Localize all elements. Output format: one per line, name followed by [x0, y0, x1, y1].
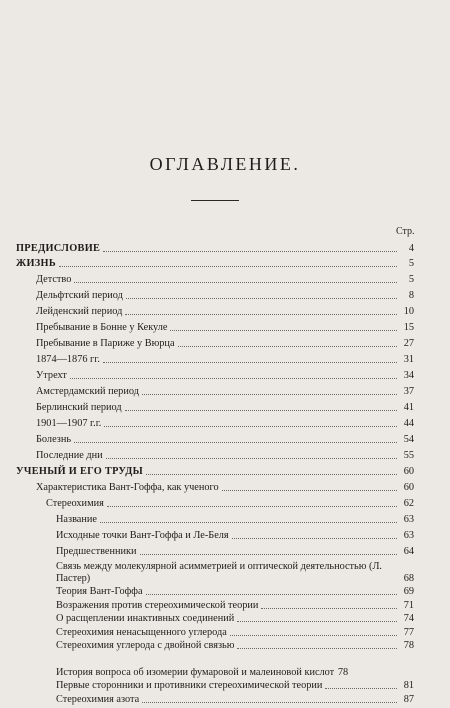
toc-entry	[36, 289, 414, 302]
leader-dots	[237, 647, 397, 649]
toc-entry-page: 60	[403, 466, 414, 477]
toc-entry	[56, 529, 414, 542]
toc-entry-title: 1901—1907 г.г.	[36, 418, 102, 429]
leader-dots	[74, 281, 397, 283]
toc-entry	[36, 385, 414, 398]
leader-dots	[261, 607, 397, 609]
toc-entry-title: Возражения против стереохимической теории	[56, 599, 259, 611]
leader-dots	[222, 489, 397, 491]
toc-entry-page: 15	[403, 322, 414, 333]
leader-dots	[103, 250, 397, 252]
toc-entry-title: О расщеплении инактивных соединений	[56, 613, 235, 625]
toc-entry-page: 64	[403, 546, 414, 557]
toc-entry-title: Пребывание в Бонне у Кекуле	[36, 322, 168, 333]
toc-entry	[56, 679, 414, 692]
leader-dots	[106, 457, 397, 459]
toc-entry-title: Последние дни	[36, 450, 103, 461]
toc-entry-title: ПРЕДИСЛОВИЕ	[16, 243, 101, 254]
toc-entry	[16, 257, 414, 270]
toc-entry-title: Теория Вант-Гоффа	[56, 586, 143, 597]
toc-entry	[36, 353, 414, 366]
toc-entry	[36, 449, 414, 462]
toc-entry	[56, 585, 414, 598]
toc-entry-title: Предшественники	[56, 546, 137, 557]
toc-entry-page: 27	[403, 338, 414, 349]
toc-entry	[36, 401, 414, 414]
toc-entry-page: 87	[403, 693, 414, 705]
toc-entry-page: 81	[403, 680, 414, 691]
toc-entry	[56, 513, 414, 526]
toc-entry-page: 63	[403, 514, 414, 525]
toc-entry-title: Дельфтский период	[36, 290, 123, 301]
leader-dots	[125, 313, 397, 315]
toc-entry-title: Болезнь	[36, 434, 72, 445]
leader-dots	[142, 393, 397, 395]
leader-dots	[142, 701, 397, 703]
toc-entry-title: Берлинский период	[36, 402, 122, 413]
toc-entry-page: 74	[403, 613, 414, 625]
toc-entry-page: 77	[403, 626, 414, 638]
leader-dots	[104, 425, 397, 427]
leader-dots	[70, 377, 397, 379]
toc-entry-page: 34	[403, 370, 414, 381]
toc-entry-title: 1874—1876 гг.	[36, 354, 100, 365]
leader-dots	[125, 409, 397, 411]
leader-dots	[178, 345, 397, 347]
leader-dots	[107, 505, 397, 507]
leader-dots	[170, 329, 397, 331]
toc-entry-page: 37	[403, 386, 414, 397]
toc-entry	[36, 369, 414, 382]
page-title: ОГЛАВЛЕНИЕ.	[149, 154, 301, 174]
leader-dots	[74, 441, 397, 443]
toc-entry-title: Первые сторонники и противники стереохимической теории	[56, 680, 323, 691]
toc-entry	[36, 305, 414, 318]
toc-entry-title: История вопроса об изомерии фумаровой и малеиновой кислот	[56, 667, 335, 678]
toc-entry-page: 78	[337, 667, 349, 678]
toc-entry-page: 8	[408, 290, 414, 301]
toc-entry-title: Пребывание в Париже у Вюрца	[36, 338, 175, 349]
toc-entry-page: 62	[403, 498, 414, 509]
leader-dots	[146, 473, 397, 475]
leader-dots	[100, 521, 397, 523]
toc-entry-page: 5	[408, 258, 414, 269]
leader-dots	[325, 687, 397, 689]
toc-entry	[36, 273, 414, 286]
leader-dots	[230, 634, 397, 636]
toc-entry-page: 63	[403, 530, 414, 541]
toc-entry-page: 68	[403, 573, 414, 584]
toc-entry	[36, 433, 414, 446]
page-column-label: Стр.	[396, 226, 415, 237]
toc-entry	[56, 639, 414, 652]
toc-entry-title: Название	[56, 514, 97, 525]
toc-entry-title: Стереохимия углерода с двойной связью	[56, 640, 235, 652]
toc-entry-page: 41	[403, 402, 414, 413]
toc-entry-title: УЧЕНЫЙ И ЕГО ТРУДЫ	[16, 466, 144, 477]
toc-entry-title: Лейденский период	[36, 306, 123, 317]
toc-entry	[56, 693, 414, 706]
leader-dots	[146, 593, 397, 595]
toc-entry-page: 71	[403, 599, 414, 611]
toc-entry-page: 31	[403, 354, 414, 365]
toc-entry	[56, 612, 414, 625]
toc-entry-page: 10	[403, 306, 414, 317]
toc-entry-title: Утрехт	[36, 370, 67, 381]
leader-dots	[103, 361, 397, 363]
leader-dots	[237, 620, 397, 622]
toc-entry-title: Стереохимия	[46, 498, 104, 509]
toc-entry-title: Детство	[36, 274, 72, 285]
toc-entry-title: Характеристика Вант-Гоффа, как ученого	[36, 482, 219, 493]
toc-entry	[56, 545, 414, 558]
leader-dots	[126, 297, 397, 299]
toc-entry-page: 4	[408, 243, 414, 254]
toc-entry	[36, 337, 414, 350]
toc-entry-title: Стереохимия ненасыщенного углерода	[56, 626, 227, 638]
toc-entry-title: Связь между молекулярной асимметрией и оптической деятельностью (Л. Пастер)	[56, 561, 383, 584]
toc-entry	[36, 321, 414, 334]
leader-dots	[140, 553, 398, 555]
leader-dots	[59, 265, 397, 267]
toc-entry	[56, 559, 414, 585]
toc-entry	[56, 626, 414, 639]
toc-entry	[16, 465, 414, 478]
toc-entry-page: 78	[403, 640, 414, 652]
leader-dots	[232, 537, 397, 539]
toc-entry	[56, 653, 414, 679]
toc-entry-page: 60	[403, 482, 414, 493]
toc-entry-title: Исходные точки Вант-Гоффа и Ле-Беля	[56, 530, 229, 541]
toc-entry	[36, 417, 414, 430]
toc-entry-page: 5	[408, 274, 414, 285]
toc-entry-title: Стереохимия азота	[56, 693, 140, 705]
toc-entry-page: 54	[403, 434, 414, 445]
toc-entry-title: ЖИЗНЬ	[16, 258, 56, 269]
toc-entry	[16, 242, 414, 255]
toc-entry-page: 55	[403, 450, 414, 461]
toc-entry	[56, 599, 414, 612]
toc-entry-title: Амстердамский период	[36, 386, 139, 397]
toc-entry	[46, 497, 414, 510]
toc-entry-page: 44	[403, 418, 414, 429]
toc-entry	[36, 481, 414, 494]
toc-entry-page: 69	[403, 586, 414, 597]
